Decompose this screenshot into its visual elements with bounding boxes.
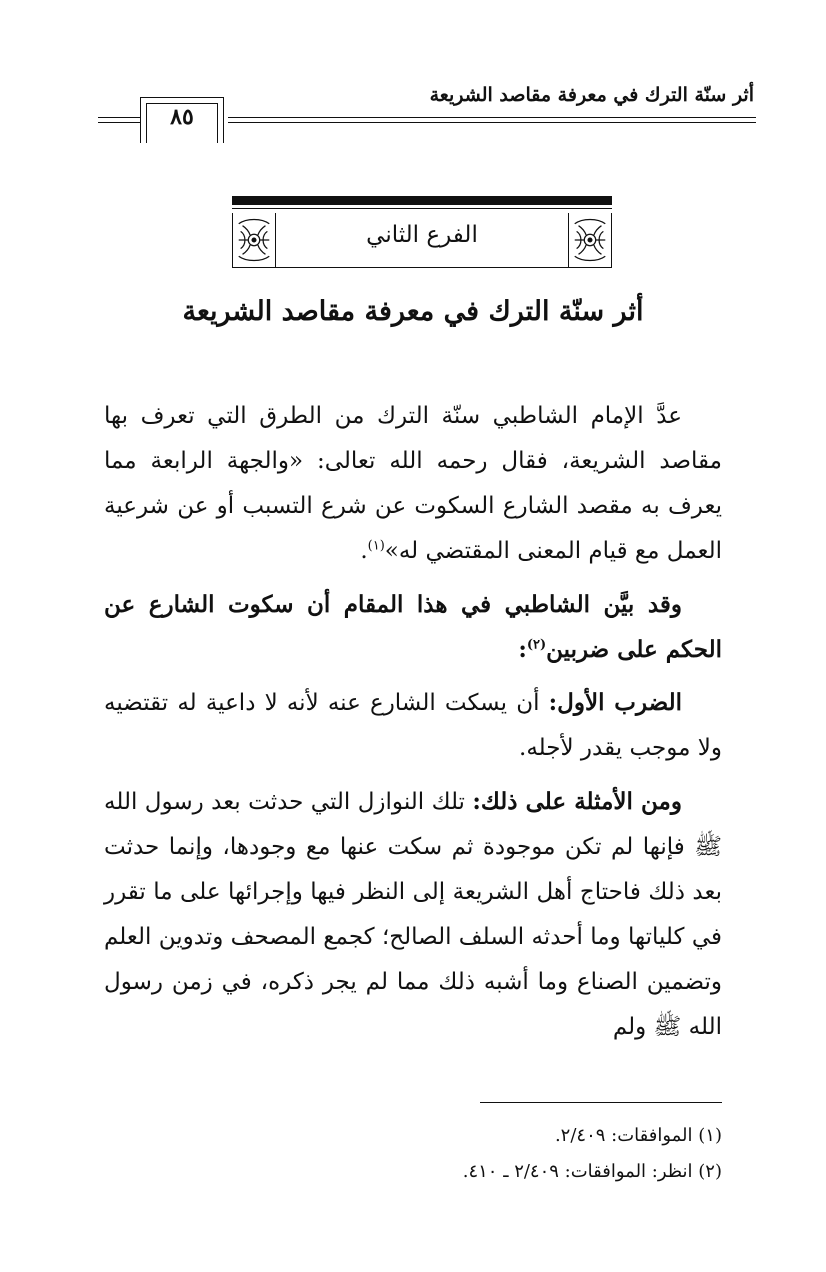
body-text [104,394,722,1058]
paragraph-lead: الضرب الأول: [548,689,682,716]
paragraph: ومن الأمثلة على ذلك: تلك النوازل التي حدثت بعد رسول الله ﷺ فإنها لم تكن موجودة ثم سكت عنها مع وجودها، وإنما حدثت بعد ذلك فاحتاج أهل الشريعة إلى النظر فيها وإجرائها على ما تقرر في كلياتها وما أحدثه السلف الصالح؛ كجمع المصحف وتدوين العلم وتضمين الصناع وما أشبه ذلك مما لم يجر ذكره، في زمن رسول الله ﷺ ولم [104,788,722,1040]
footnote: (٢) انظر: الموافقات: ٢/٤٠٩ ـ ٤١٠. [462,1161,722,1182]
footnote-ref: (٢) [526,637,547,653]
section-top-bar [232,196,612,205]
paragraph: الضرب الأول: أن يسكت الشارع عنه لأنه لا داعية له تقتضيه ولا موجب يقدر لأجله. [104,689,722,761]
footnote-ref: (١) [367,538,385,554]
paragraph: عدَّ الإمام الشاطبي سنّة الترك من الطرق التي تعرف بها مقاصد الشريعة، فقال رحمه الله تعالى: «والجهة الرابعة مما يعرف به مقصد الشارع السكوت عن شرع التسبب أو عن شرعية العمل مع قيام المعنى المقتضي له»$^{(١)}$. [104,403,722,564]
running-header-title: أثر سنّة الترك في معرفة مقاصد الشريعة [429,84,754,106]
section-top-rule [232,208,612,209]
page-number: ٨٥ [170,104,194,130]
header-rule [228,117,756,118]
footnote-separator [480,1102,722,1103]
section-heading-box [232,213,612,268]
header-rule [228,122,756,123]
page-number-box [140,97,224,143]
floral-ornament-icon [568,213,612,267]
footnote: (١) الموافقات: ٢/٤٠٩. [554,1125,722,1146]
footnotes [104,1118,722,1190]
floral-ornament-icon [232,213,276,267]
section-title: أثر سنّة الترك في معرفة مقاصد الشريعة [182,296,644,327]
paragraph: وقد بيَّن الشاطبي في هذا المقام أن سكوت الشارع عن الحكم على ضربين$^{(٢)}$: [104,591,722,663]
paragraph-lead: ومن الأمثلة على ذلك: [472,788,682,815]
header-rule [98,122,140,123]
section-label: الفرع الثاني [366,222,478,248]
header-rule [98,117,140,118]
